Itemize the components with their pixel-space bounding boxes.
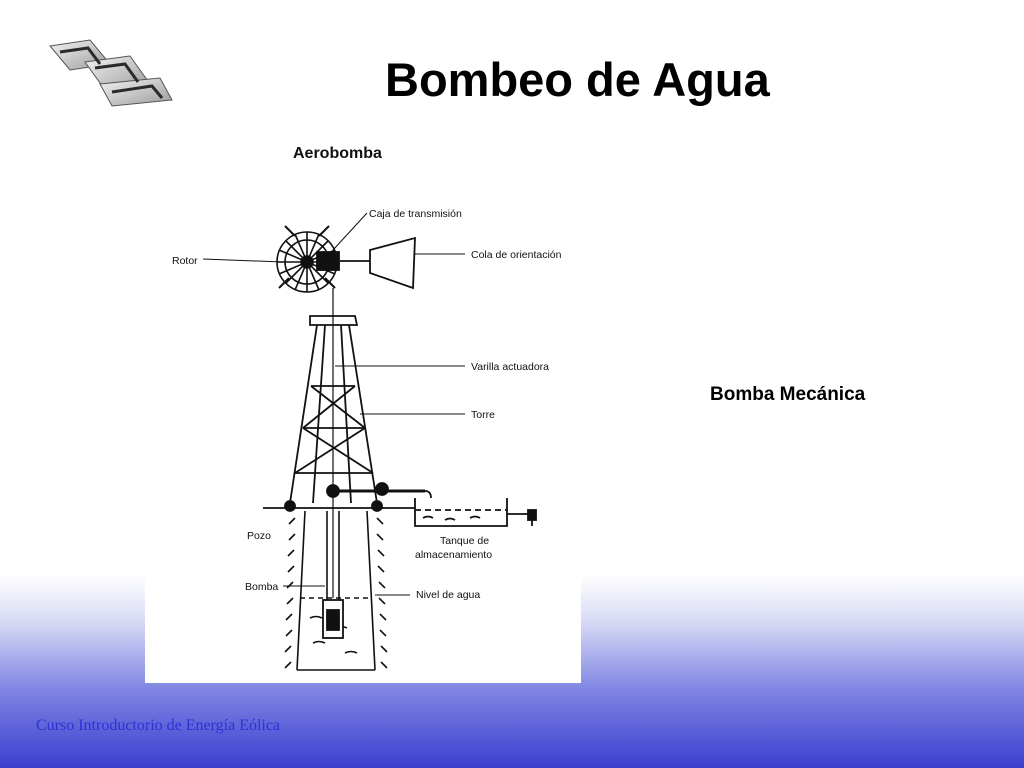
windmill-pump-diagram [145, 138, 581, 683]
label-water-level: Nivel de agua [416, 589, 481, 601]
pump-icon [323, 600, 343, 638]
diagram-heading: Aerobomba [293, 145, 382, 162]
label-tail: Cola de orientación [471, 249, 562, 261]
ground-pipe-icon [263, 483, 431, 511]
label-tank-line1: Tanque de [440, 535, 490, 547]
well-icon [285, 511, 387, 670]
label-well: Pozo [247, 530, 271, 542]
label-pump: Bomba [245, 581, 279, 593]
tank-icon [415, 498, 536, 526]
label-rotor: Rotor [172, 255, 198, 267]
institution-logo-icon [40, 34, 180, 114]
label-tower: Torre [471, 409, 495, 421]
course-footer: Curso Introductorio de Energía Eólica [36, 717, 281, 734]
slide-title: Bombeo de Agua [385, 53, 770, 106]
label-pump-rod: Varilla actuadora [471, 361, 550, 373]
label-gearbox: Caja de transmisión [369, 208, 462, 220]
mechanical-pump-label: Bomba Mecánica [710, 384, 866, 405]
label-tank-line2: almacenamiento [415, 549, 493, 561]
